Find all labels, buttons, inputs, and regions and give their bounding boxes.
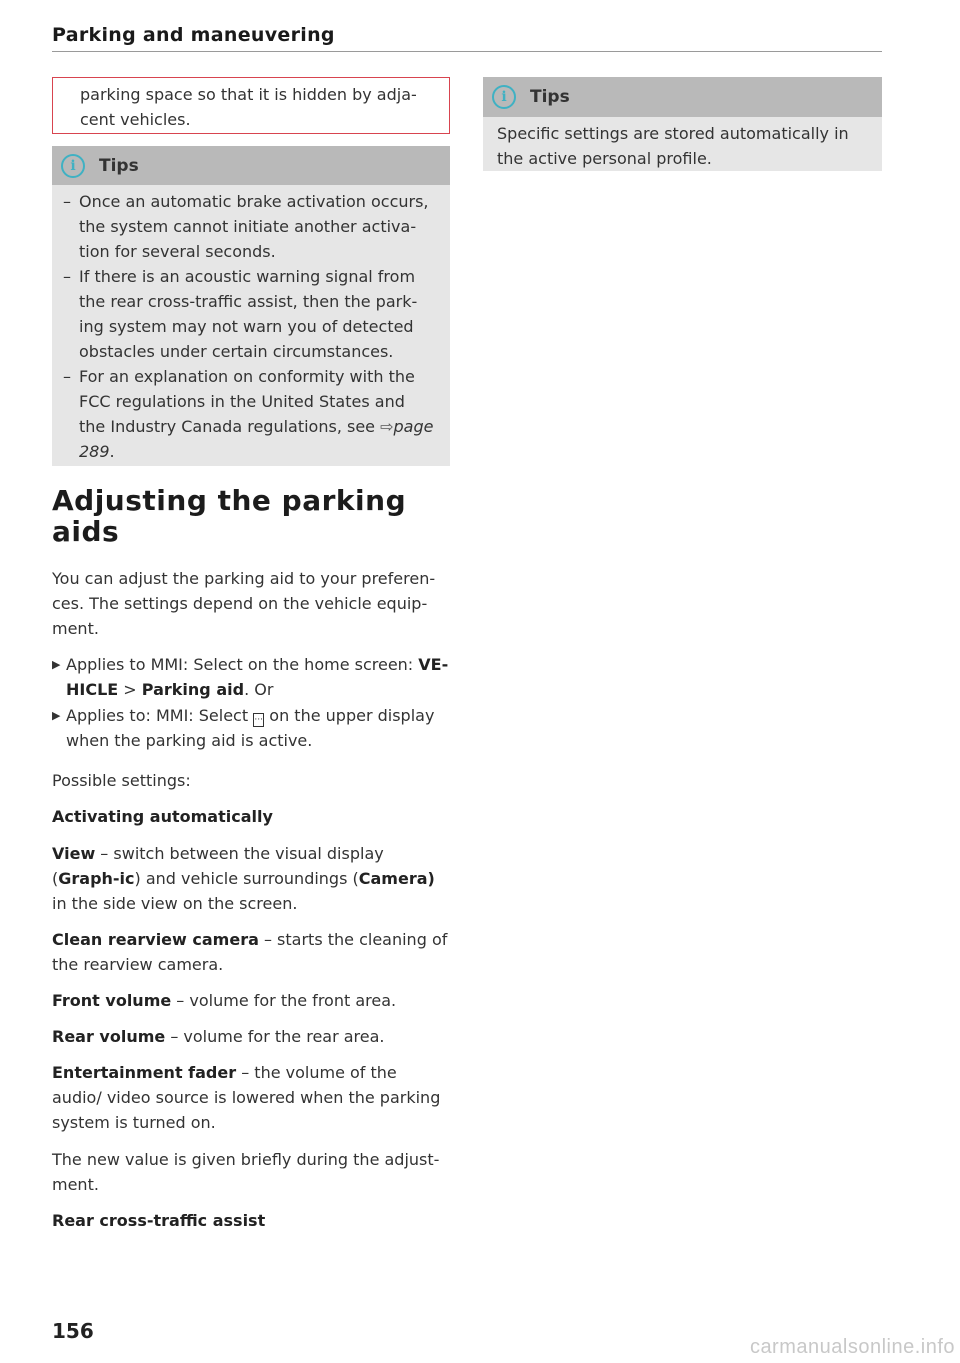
section-heading: Adjusting the parking aids — [52, 484, 407, 548]
tips-header — [483, 77, 882, 117]
header-divider — [52, 51, 882, 52]
bullet-triangle-icon: ▶ — [52, 709, 61, 722]
bullet-triangle-icon: ▶ — [52, 658, 61, 671]
tips-item: – For an explanation on conformity with the FCC regulations in the United States and the Industry Canada regulations, see ⇨page 289. — [63, 367, 434, 461]
page-number: 156 — [52, 1319, 94, 1343]
tips-header — [52, 146, 450, 185]
setting-rear-cross-traffic: Rear cross-traffic assist — [52, 1211, 266, 1230]
more-options-button-icon: ··· — [254, 715, 263, 725]
setting-front-volume: Front volume – volume for the front area. — [52, 991, 397, 1010]
tips-body — [483, 117, 882, 171]
possible-settings-label: Possible settings: — [52, 771, 191, 790]
tips-item: – If there is an acoustic warning signal from the rear cross-traffic assist, then the park-ing system may not warn you of detected obstacles under certain circumstances. — [63, 267, 418, 361]
setting-entertainment-fader: Entertainment fader – the volume of the audio/ video source is lowered when the parking system is turned on. — [52, 1063, 441, 1132]
tips-body — [52, 185, 450, 464]
setting-activating: Activating automatically — [52, 807, 273, 826]
intro-paragraph: You can adjust the parking aid to your preferen-ces. The settings depend on the vehicle equip-ment. — [52, 569, 436, 638]
setting-rear-volume: Rear volume – volume for the rear area. — [52, 1027, 385, 1046]
tips-item: – Once an automatic brake activation occurs, the system cannot initiate another activa-tion for several seconds. — [63, 192, 429, 261]
tips-box-left — [52, 146, 450, 466]
tips-item-text: Once an automatic brake activation occurs, the system cannot initiate another activa-tion for several seconds. — [79, 192, 429, 261]
setting-clean-camera: Clean rearview camera – starts the cleaning of the rearview camera. — [52, 930, 448, 974]
page-header-title: Parking and maneuvering — [52, 24, 335, 46]
tips-item-text: For an explanation on conformity with the FCC regulations in the United States and the Industry Canada regulations, see — [79, 367, 415, 436]
tips-title: Tips — [530, 87, 570, 107]
new-value-paragraph: The new value is given briefly during the adjust-ment. — [52, 1150, 440, 1194]
warning-continuation-box — [52, 77, 450, 134]
tips-text: Specific settings are stored automatically in the active personal profile. — [497, 124, 849, 168]
page-reference-link[interactable]: page 289 — [79, 417, 434, 461]
reference-arrow-icon: ⇨ — [380, 417, 394, 436]
tips-box-right — [483, 77, 882, 171]
watermark: carmanualsonline.info — [749, 1336, 955, 1358]
setting-view: View – switch between the visual display (Graph-ic) and vehicle surroundings (Camera) in the side view on the screen. — [52, 844, 435, 913]
info-icon: i — [61, 154, 85, 178]
info-icon: i — [492, 85, 516, 109]
warning-text: parking space so that it is hidden by adja- cent vehicles. — [80, 85, 417, 129]
instruction-bullet: ▶ Applies to MMI: Select on the home screen: VE-HICLE > Parking aid. Or — [52, 652, 464, 702]
tips-title: Tips — [99, 155, 139, 176]
instruction-bullet: ▶ Applies to: MMI: Select ··· on the upper display when the parking aid is active. — [52, 703, 464, 753]
tips-item-text: If there is an acoustic warning signal from the rear cross-traffic assist, then the park-ing system may not warn you of detected obstacles under certain circumstances. — [79, 267, 418, 361]
